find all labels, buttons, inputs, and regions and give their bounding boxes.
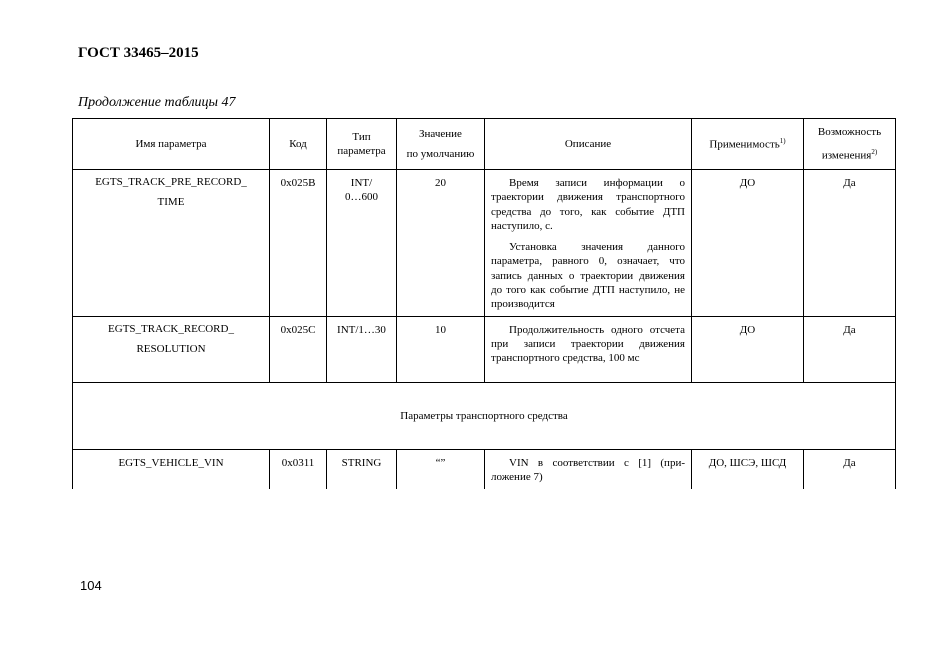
parameters-table bbox=[72, 118, 896, 489]
param-applicability: ДО, ШСЭ, ШСД bbox=[692, 449, 804, 489]
table-row bbox=[73, 449, 896, 489]
document-header: ГОСТ 33465–2015 bbox=[78, 45, 199, 61]
param-code: 0x025B bbox=[270, 170, 327, 317]
param-default: 20 bbox=[397, 170, 485, 317]
param-default: “” bbox=[397, 449, 485, 489]
column-header-default: Значение по умолчанию bbox=[397, 119, 485, 170]
param-changeable: Да bbox=[804, 316, 896, 382]
param-description: Время записи информации о траектории движения транспортного средства до того, как событие ДТП наступило, с. Установка значения данного параметра, равного 0, означает, что запись данных о траектории движения до того как событие ДТП наступило, не производится bbox=[485, 170, 692, 317]
param-description: Продолжительность одного отсчета при записи траектории движения транспортного средства, 100 мс bbox=[485, 316, 692, 382]
page-number: 104 bbox=[80, 578, 102, 593]
param-default: 10 bbox=[397, 316, 485, 382]
param-code: 0x0311 bbox=[270, 449, 327, 489]
param-changeable: Да bbox=[804, 170, 896, 317]
section-title: Параметры транспортного средства bbox=[73, 382, 896, 449]
param-name: EGTS_TRACK_RECORD_ RESOLUTION bbox=[73, 316, 270, 382]
param-name: EGTS_TRACK_PRE_RECORD_ TIME bbox=[73, 170, 270, 317]
column-header-code: Код bbox=[270, 119, 327, 170]
table-row bbox=[73, 170, 896, 317]
column-header-description: Описание bbox=[485, 119, 692, 170]
column-header-applicability: Применимость$^{1)}$ bbox=[692, 119, 804, 170]
table-continuation-caption: Продолжение таблицы 47 bbox=[78, 95, 236, 110]
param-applicability: ДО bbox=[692, 170, 804, 317]
param-type: INT/1…30 bbox=[327, 316, 397, 382]
table-row bbox=[73, 316, 896, 382]
param-type: INT/ 0…600 bbox=[327, 170, 397, 317]
column-header-type: Тип параметра bbox=[327, 119, 397, 170]
column-header-changeable: Возможность изменения$^{2)}$ bbox=[804, 119, 896, 170]
section-row bbox=[73, 382, 896, 449]
param-type: STRING bbox=[327, 449, 397, 489]
param-changeable: Да bbox=[804, 449, 896, 489]
table-header-row bbox=[73, 119, 896, 170]
column-header-name: Имя параметра bbox=[73, 119, 270, 170]
param-applicability: ДО bbox=[692, 316, 804, 382]
param-code: 0x025C bbox=[270, 316, 327, 382]
param-description: VIN в соответствии с [1] (при-ложение 7) bbox=[485, 449, 692, 489]
param-name: EGTS_VEHICLE_VIN bbox=[73, 449, 270, 489]
